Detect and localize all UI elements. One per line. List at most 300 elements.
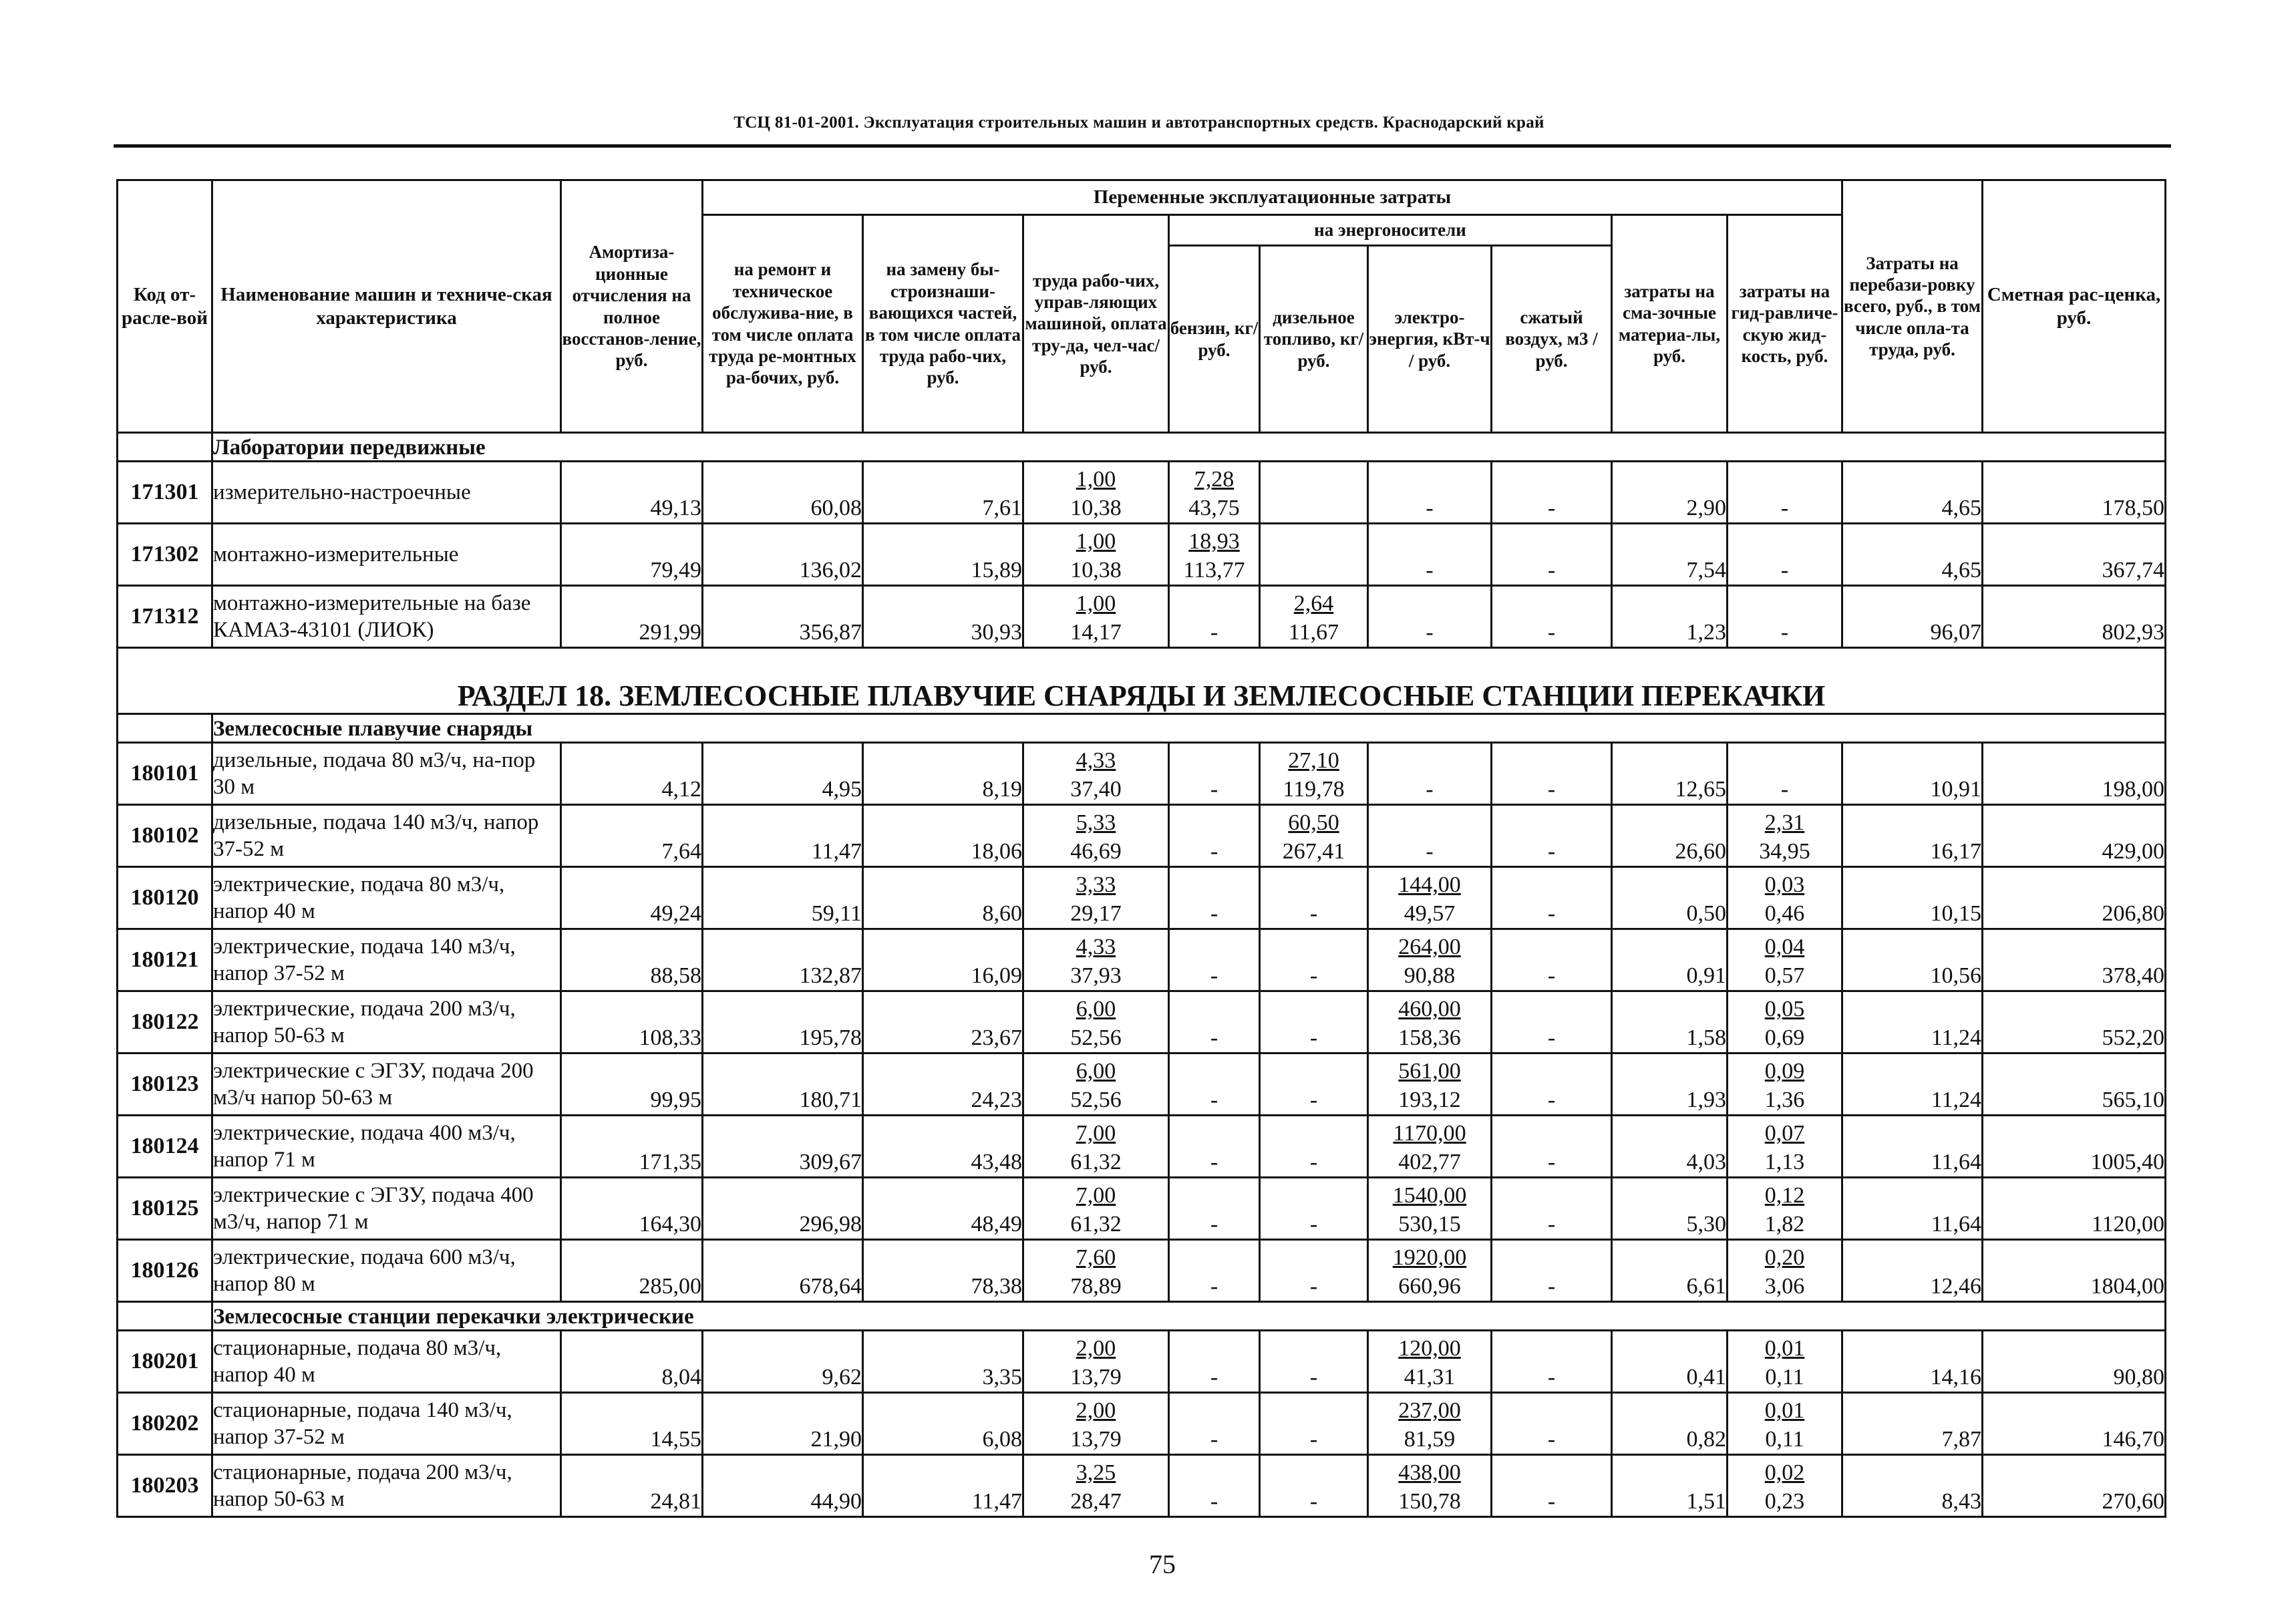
- cell-lube: 6,61: [1612, 1240, 1728, 1302]
- cell-electric-bottom: 81,59: [1404, 1426, 1456, 1452]
- cell-parts: 15,89: [863, 524, 1023, 586]
- cell-electric-bottom: 150,78: [1398, 1488, 1461, 1514]
- cell-labor-bottom: 10,38: [1070, 557, 1122, 583]
- table-row: [118, 1393, 2166, 1455]
- cell-labor-bottom: 13,79: [1070, 1426, 1122, 1452]
- cell-hydro: [1728, 1393, 1842, 1455]
- cell-labor: [1023, 867, 1169, 929]
- cell-code: 180126: [118, 1240, 212, 1302]
- cell-lube: 0,41: [1612, 1331, 1728, 1393]
- cell-labor: [1023, 991, 1169, 1053]
- cell-electric: [1368, 1178, 1492, 1240]
- cell-amort: 79,49: [561, 524, 703, 586]
- cell-petrol: [1169, 462, 1260, 524]
- cell-hydro: [1728, 1116, 1842, 1178]
- cell-electric-bottom: -: [1426, 495, 1434, 520]
- section-row: [118, 648, 2166, 714]
- cell-electric-bottom: -: [1426, 838, 1434, 864]
- cell-hydro: [1728, 586, 1842, 648]
- cell-lube: 0,82: [1612, 1393, 1728, 1455]
- cell-labor-bottom: 13,79: [1070, 1364, 1122, 1390]
- cell-name: стационарные, подача 200 м3/ч, напор 50-63 м: [212, 1455, 561, 1517]
- cell-amort: 108,33: [561, 991, 703, 1053]
- cell-estimate: 565,10: [1983, 1053, 2166, 1116]
- cell-parts: 6,08: [863, 1393, 1023, 1455]
- cell-labor-top: 2,00: [1076, 1336, 1116, 1361]
- cell-petrol-bottom: -: [1210, 1211, 1218, 1237]
- cell-hydro-bottom: 1,13: [1764, 1149, 1805, 1174]
- cell-repair: 44,90: [703, 1455, 863, 1517]
- cell-relocation: 11,64: [1842, 1178, 1983, 1240]
- cell-hydro: [1728, 743, 1842, 805]
- cell-diesel-bottom: -: [1309, 963, 1318, 988]
- cell-parts: 78,38: [863, 1240, 1023, 1302]
- cell-electric: [1368, 1393, 1492, 1455]
- cell-labor-top: 3,33: [1076, 872, 1116, 897]
- cell-hydro: [1728, 462, 1842, 524]
- cell-diesel-bottom: -: [1309, 1488, 1318, 1514]
- page-number: 75: [1149, 1549, 1176, 1579]
- cell-labor-top: 1,00: [1076, 467, 1116, 492]
- cell-parts: 18,06: [863, 805, 1023, 867]
- cell-electric: [1368, 462, 1492, 524]
- cell-diesel-bottom: -: [1309, 1025, 1318, 1050]
- cell-relocation: 11,24: [1842, 1053, 1983, 1116]
- cell-name: дизельные, подача 140 м3/ч, напор 37-52 м: [212, 805, 561, 867]
- cell-code: 180124: [118, 1116, 212, 1178]
- cell-petrol-bottom: 43,75: [1188, 495, 1240, 520]
- cell-relocation: 11,24: [1842, 991, 1983, 1053]
- cell-labor-top: 6,00: [1076, 997, 1116, 1021]
- cell-electric-bottom: 41,31: [1404, 1364, 1456, 1390]
- group-row: [118, 1302, 2166, 1331]
- cell-hydro-top: 0,01: [1764, 1336, 1805, 1361]
- cell-code: 180102: [118, 805, 212, 867]
- cell-parts: 16,09: [863, 929, 1023, 991]
- col-petrol-header: бензин, кг/руб.: [1169, 246, 1260, 433]
- cell-repair: 59,11: [703, 867, 863, 929]
- cell-electric: [1368, 1240, 1492, 1302]
- cell-labor: [1023, 805, 1169, 867]
- cell-lube: 1,23: [1612, 586, 1728, 648]
- cell-parts: 30,93: [863, 586, 1023, 648]
- cell-estimate: 429,00: [1983, 805, 2166, 867]
- cell-air: -: [1492, 1455, 1612, 1517]
- cell-labor-bottom: 52,56: [1070, 1025, 1122, 1050]
- cell-diesel: [1260, 805, 1368, 867]
- cell-petrol-bottom: -: [1210, 1273, 1218, 1299]
- cell-name: электрические с ЭГЗУ, подача 400 м3/ч, напор 71 м: [212, 1178, 561, 1240]
- cell-name: электрические, подача 200 м3/ч, напор 50-63 м: [212, 991, 561, 1053]
- cell-diesel-top: 60,50: [1288, 810, 1339, 835]
- cell-petrol: [1169, 1053, 1260, 1116]
- cell-diesel: [1260, 1116, 1368, 1178]
- cell-labor-bottom: 37,40: [1070, 776, 1122, 802]
- cell-diesel-bottom: 11,67: [1288, 619, 1339, 645]
- col-relocation-header: Затраты на перебази-ровку всего, руб., в том числе опла-та труда, руб.: [1842, 180, 1983, 433]
- cell-diesel: [1260, 991, 1368, 1053]
- table-row: [118, 1331, 2166, 1393]
- cell-name: измерительно-настроечные: [212, 462, 561, 524]
- cell-relocation: 10,91: [1842, 743, 1983, 805]
- cell-air: -: [1492, 586, 1612, 648]
- cell-hydro-bottom: 0,11: [1765, 1426, 1804, 1452]
- group-spacer: [118, 1302, 212, 1331]
- cell-estimate: 802,93: [1983, 586, 2166, 648]
- group-title: Землесосные плавучие снаряды: [212, 714, 2166, 743]
- cell-code: 180203: [118, 1455, 212, 1517]
- cell-electric: [1368, 586, 1492, 648]
- cell-estimate: 270,60: [1983, 1455, 2166, 1517]
- col-variable-header: Переменные эксплуатационные затраты: [703, 180, 1842, 215]
- col-energy-header: на энергоносители: [1169, 215, 1612, 246]
- cell-petrol-bottom: -: [1210, 838, 1218, 864]
- cell-electric-bottom: 193,12: [1398, 1087, 1461, 1112]
- cell-labor-bottom: 10,38: [1070, 495, 1122, 520]
- cell-electric: [1368, 1331, 1492, 1393]
- cell-diesel: [1260, 1178, 1368, 1240]
- cell-code: 180101: [118, 743, 212, 805]
- cell-hydro: [1728, 1178, 1842, 1240]
- cell-lube: 0,50: [1612, 867, 1728, 929]
- cell-lube: 12,65: [1612, 743, 1728, 805]
- cell-estimate: 552,20: [1983, 991, 2166, 1053]
- cell-hydro: [1728, 1331, 1842, 1393]
- header-rule: [114, 144, 2171, 148]
- cell-air: -: [1492, 929, 1612, 991]
- cell-hydro-bottom: 1,36: [1764, 1087, 1805, 1112]
- cell-petrol-bottom: -: [1210, 901, 1218, 926]
- cell-name: дизельные, подача 80 м3/ч, на-пор 30 м: [212, 743, 561, 805]
- cell-amort: 7,64: [561, 805, 703, 867]
- cell-electric-bottom: 90,88: [1404, 963, 1456, 988]
- cell-relocation: 11,64: [1842, 1116, 1983, 1178]
- cell-amort: 285,00: [561, 1240, 703, 1302]
- cell-labor-top: 3,25: [1076, 1460, 1116, 1485]
- cell-code: 180202: [118, 1393, 212, 1455]
- cell-name: монтажно-измерительные на базе КАМАЗ-43101 (ЛИОК): [212, 586, 561, 648]
- cell-repair: 136,02: [703, 524, 863, 586]
- cell-petrol: [1169, 867, 1260, 929]
- cell-labor: [1023, 1393, 1169, 1455]
- cell-diesel-bottom: -: [1309, 1149, 1318, 1174]
- cell-parts: 43,48: [863, 1116, 1023, 1178]
- cell-code: 171302: [118, 524, 212, 586]
- col-labor-header: труда рабо-чих, управ-ляющих машиной, оплата тру-да, чел-час/руб.: [1023, 215, 1169, 433]
- cell-diesel: [1260, 1053, 1368, 1116]
- cell-diesel-bottom: 119,78: [1283, 776, 1345, 802]
- cell-electric: [1368, 1455, 1492, 1517]
- section-title: РАЗДЕЛ 18. ЗЕМЛЕСОСНЫЕ ПЛАВУЧИЕ СНАРЯДЫ И ЗЕМЛЕСОСНЫЕ СТАНЦИИ ПЕРЕКАЧКИ: [118, 648, 2166, 714]
- cell-estimate: 378,40: [1983, 929, 2166, 991]
- cell-lube: 0,91: [1612, 929, 1728, 991]
- cell-labor-top: 5,33: [1076, 810, 1116, 835]
- cell-hydro: [1728, 524, 1842, 586]
- cell-labor-bottom: 61,32: [1070, 1149, 1122, 1174]
- cell-labor-top: 1,00: [1076, 591, 1116, 616]
- cell-labor-bottom: 78,89: [1070, 1273, 1122, 1299]
- table-row: [118, 586, 2166, 648]
- col-amort-header: Амортиза-ционные отчисления на полное восстанов-ление, руб.: [561, 180, 703, 433]
- cell-petrol-bottom: -: [1210, 776, 1218, 802]
- cell-relocation: 10,15: [1842, 867, 1983, 929]
- cell-labor-bottom: 28,47: [1070, 1488, 1122, 1514]
- cell-estimate: 178,50: [1983, 462, 2166, 524]
- cell-labor-top: 6,00: [1076, 1059, 1116, 1084]
- col-repair-header: на ремонт и техническое обслужива-ние, в том числе оплата труда ре-монтных ра-бочих, руб.: [703, 215, 863, 433]
- cell-air: -: [1492, 1178, 1612, 1240]
- col-code-header: Код от-расле-вой: [118, 180, 212, 433]
- table-row: [118, 929, 2166, 991]
- cell-hydro-top: 2,31: [1764, 810, 1805, 835]
- cell-electric-bottom: 49,57: [1404, 901, 1456, 926]
- cell-petrol: [1169, 1116, 1260, 1178]
- cell-labor-top: 7,60: [1076, 1245, 1116, 1270]
- cell-relocation: 8,43: [1842, 1455, 1983, 1517]
- group-title: Землесосные станции перекачки электрические: [212, 1302, 2166, 1331]
- cell-petrol-bottom: -: [1210, 1488, 1218, 1514]
- table-row: [118, 867, 2166, 929]
- cell-parts: 23,67: [863, 991, 1023, 1053]
- cell-hydro: [1728, 805, 1842, 867]
- cell-hydro-bottom: 0,46: [1764, 901, 1805, 926]
- cell-relocation: 7,87: [1842, 1393, 1983, 1455]
- cell-diesel: [1260, 867, 1368, 929]
- cell-petrol: [1169, 1178, 1260, 1240]
- cell-petrol-bottom: -: [1210, 963, 1218, 988]
- cell-petrol: [1169, 524, 1260, 586]
- cell-diesel-bottom: -: [1309, 1273, 1318, 1299]
- cell-repair: 180,71: [703, 1053, 863, 1116]
- group-spacer: [118, 714, 212, 743]
- cell-electric-bottom: 660,96: [1398, 1273, 1461, 1299]
- cell-air: -: [1492, 991, 1612, 1053]
- cell-labor-top: 4,33: [1076, 935, 1116, 959]
- cell-labor-bottom: 14,17: [1070, 619, 1122, 645]
- cell-hydro-top: 0,05: [1764, 997, 1805, 1021]
- cell-name: электрические, подача 140 м3/ч, напор 37-52 м: [212, 929, 561, 991]
- cell-parts: 3,35: [863, 1331, 1023, 1393]
- cell-electric-top: 120,00: [1398, 1336, 1461, 1361]
- table-row: [118, 462, 2166, 524]
- cell-diesel: [1260, 1455, 1368, 1517]
- cell-lube: 5,30: [1612, 1178, 1728, 1240]
- cell-electric-top: 561,00: [1398, 1059, 1461, 1084]
- cell-diesel: [1260, 524, 1368, 586]
- cell-relocation: 4,65: [1842, 462, 1983, 524]
- cell-repair: 21,90: [703, 1393, 863, 1455]
- cell-diesel-bottom: -: [1309, 1211, 1318, 1237]
- cell-parts: 48,49: [863, 1178, 1023, 1240]
- cell-amort: 8,04: [561, 1331, 703, 1393]
- cell-labor-top: 7,00: [1076, 1121, 1116, 1146]
- cell-petrol-bottom: -: [1210, 1364, 1218, 1390]
- cell-labor: [1023, 743, 1169, 805]
- cell-estimate: 1804,00: [1983, 1240, 2166, 1302]
- cell-lube: 7,54: [1612, 524, 1728, 586]
- cell-hydro-bottom: 1,82: [1764, 1211, 1805, 1237]
- cell-estimate: 198,00: [1983, 743, 2166, 805]
- cell-parts: 7,61: [863, 462, 1023, 524]
- cell-electric-top: 264,00: [1398, 935, 1461, 959]
- cell-petrol: [1169, 805, 1260, 867]
- cell-diesel-bottom: -: [1309, 1364, 1318, 1390]
- cell-estimate: 146,70: [1983, 1393, 2166, 1455]
- cell-labor-top: 1,00: [1076, 529, 1116, 554]
- cell-repair: 9,62: [703, 1331, 863, 1393]
- cell-repair: 678,64: [703, 1240, 863, 1302]
- group-spacer: [118, 433, 212, 462]
- cell-labor: [1023, 929, 1169, 991]
- cell-hydro-top: 0,04: [1764, 935, 1805, 959]
- col-estimate-header: Сметная рас-ценка, руб.: [1983, 180, 2166, 433]
- cell-repair: 309,67: [703, 1116, 863, 1178]
- cell-name: электрические с ЭГЗУ, подача 200 м3/ч напор 50-63 м: [212, 1053, 561, 1116]
- cell-air: -: [1492, 1116, 1612, 1178]
- cell-hydro-bottom: 0,57: [1764, 963, 1805, 988]
- cell-air: -: [1492, 1240, 1612, 1302]
- cell-diesel-bottom: 267,41: [1282, 838, 1345, 864]
- cell-electric: [1368, 867, 1492, 929]
- cell-labor-bottom: 37,93: [1070, 963, 1122, 988]
- cell-name: электрические, подача 80 м3/ч, напор 40 м: [212, 867, 561, 929]
- col-air-header: сжатый воздух, м3 / руб.: [1492, 246, 1612, 433]
- cell-diesel-top: 27,10: [1288, 748, 1339, 773]
- cell-diesel-bottom: -: [1309, 1426, 1318, 1452]
- cell-repair: 296,98: [703, 1178, 863, 1240]
- col-lube-header: затраты на сма-зочные материа-лы, руб.: [1612, 215, 1728, 433]
- document-header: ТСЦ 81-01-2001. Эксплуатация строительных машин и автотранспортных средств. Краснодарский край: [733, 114, 1544, 132]
- cell-petrol: [1169, 1455, 1260, 1517]
- group-title: Лаборатории передвижные: [212, 433, 2166, 462]
- cell-petrol-bottom: -: [1210, 1025, 1218, 1050]
- table-row: [118, 524, 2166, 586]
- cell-labor-top: 4,33: [1076, 748, 1116, 773]
- table-row: [118, 1116, 2166, 1178]
- cell-parts: 8,60: [863, 867, 1023, 929]
- cell-lube: 4,03: [1612, 1116, 1728, 1178]
- cell-labor: [1023, 1116, 1169, 1178]
- cell-code: 180122: [118, 991, 212, 1053]
- cell-diesel-top: 2,64: [1293, 591, 1334, 616]
- cell-hydro: [1728, 929, 1842, 991]
- cell-labor: [1023, 1178, 1169, 1240]
- cell-relocation: 16,17: [1842, 805, 1983, 867]
- cell-name: электрические, подача 600 м3/ч, напор 80 м: [212, 1240, 561, 1302]
- cell-electric-bottom: -: [1426, 557, 1434, 583]
- cell-hydro: [1728, 1455, 1842, 1517]
- cell-electric-top: 237,00: [1398, 1398, 1461, 1423]
- cell-amort: 24,81: [561, 1455, 703, 1517]
- cell-air: -: [1492, 743, 1612, 805]
- cell-labor-bottom: 29,17: [1070, 901, 1122, 926]
- cell-labor: [1023, 1331, 1169, 1393]
- cell-petrol: [1169, 929, 1260, 991]
- cell-hydro-bottom: -: [1780, 557, 1789, 583]
- cell-electric: [1368, 929, 1492, 991]
- cell-hydro-top: 0,20: [1764, 1245, 1805, 1270]
- cell-electric-bottom: 158,36: [1398, 1025, 1461, 1050]
- cell-petrol-bottom: -: [1210, 619, 1218, 645]
- cell-hydro-top: 0,12: [1764, 1183, 1805, 1208]
- cell-hydro-top: 0,09: [1764, 1059, 1805, 1084]
- cell-hydro-bottom: -: [1780, 776, 1789, 802]
- cell-relocation: 14,16: [1842, 1331, 1983, 1393]
- cell-estimate: 90,80: [1983, 1331, 2166, 1393]
- cell-electric-top: 460,00: [1398, 997, 1461, 1021]
- cell-diesel: [1260, 743, 1368, 805]
- col-diesel-header: дизельное топливо, кг/руб.: [1260, 246, 1368, 433]
- cell-code: 180120: [118, 867, 212, 929]
- cell-electric-top: 144,00: [1398, 872, 1461, 897]
- table-row: [118, 805, 2166, 867]
- cell-repair: 132,87: [703, 929, 863, 991]
- cell-hydro-bottom: 3,06: [1764, 1273, 1805, 1299]
- cell-diesel: [1260, 1331, 1368, 1393]
- cell-petrol-top: 18,93: [1188, 529, 1240, 554]
- cell-relocation: 12,46: [1842, 1240, 1983, 1302]
- cell-code: 180121: [118, 929, 212, 991]
- cell-estimate: 1005,40: [1983, 1116, 2166, 1178]
- cell-petrol-top: 7,28: [1194, 467, 1235, 492]
- col-parts-header: на замену бы-строизнаши-вающихся частей, в том числе оплата труда рабо-чих, руб.: [863, 215, 1023, 433]
- cell-petrol-bottom: -: [1210, 1426, 1218, 1452]
- cell-labor: [1023, 586, 1169, 648]
- cell-amort: 171,35: [561, 1116, 703, 1178]
- col-name-header: Наименование машин и техниче-ская характеристика: [212, 180, 561, 433]
- cell-amort: 49,13: [561, 462, 703, 524]
- cell-electric-top: 1540,00: [1392, 1183, 1467, 1208]
- cell-petrol: [1169, 586, 1260, 648]
- cell-amort: 14,55: [561, 1393, 703, 1455]
- cell-labor-bottom: 52,56: [1070, 1087, 1122, 1112]
- cell-electric: [1368, 524, 1492, 586]
- cell-repair: 11,47: [703, 805, 863, 867]
- cell-diesel: [1260, 586, 1368, 648]
- cell-petrol-bottom: 113,77: [1183, 557, 1245, 583]
- cell-amort: 4,12: [561, 743, 703, 805]
- cell-air: -: [1492, 867, 1612, 929]
- cell-hydro-top: 0,02: [1764, 1460, 1805, 1485]
- cell-air: -: [1492, 1331, 1612, 1393]
- cell-air: -: [1492, 1053, 1612, 1116]
- cell-hydro-bottom: 0,23: [1764, 1488, 1805, 1514]
- cell-hydro: [1728, 1240, 1842, 1302]
- cell-relocation: 4,65: [1842, 524, 1983, 586]
- cell-labor: [1023, 1053, 1169, 1116]
- cell-electric-top: 438,00: [1398, 1460, 1461, 1485]
- cell-parts: 8,19: [863, 743, 1023, 805]
- cell-air: -: [1492, 1393, 1612, 1455]
- cell-hydro-top: 0,01: [1764, 1398, 1805, 1423]
- cell-electric-top: 1920,00: [1392, 1245, 1467, 1270]
- table-body: [118, 433, 2166, 1517]
- cell-labor: [1023, 1240, 1169, 1302]
- cell-hydro: [1728, 867, 1842, 929]
- cell-relocation: 10,56: [1842, 929, 1983, 991]
- cell-hydro-bottom: -: [1780, 495, 1789, 520]
- cell-petrol: [1169, 1331, 1260, 1393]
- cell-amort: 88,58: [561, 929, 703, 991]
- cell-hydro-bottom: 0,11: [1765, 1364, 1804, 1390]
- cell-hydro-bottom: 34,95: [1759, 838, 1810, 864]
- table-row: [118, 991, 2166, 1053]
- cell-amort: 99,95: [561, 1053, 703, 1116]
- cell-electric-bottom: -: [1426, 619, 1434, 645]
- cell-diesel: [1260, 1240, 1368, 1302]
- cell-petrol-bottom: -: [1210, 1149, 1218, 1174]
- cell-code: 180125: [118, 1178, 212, 1240]
